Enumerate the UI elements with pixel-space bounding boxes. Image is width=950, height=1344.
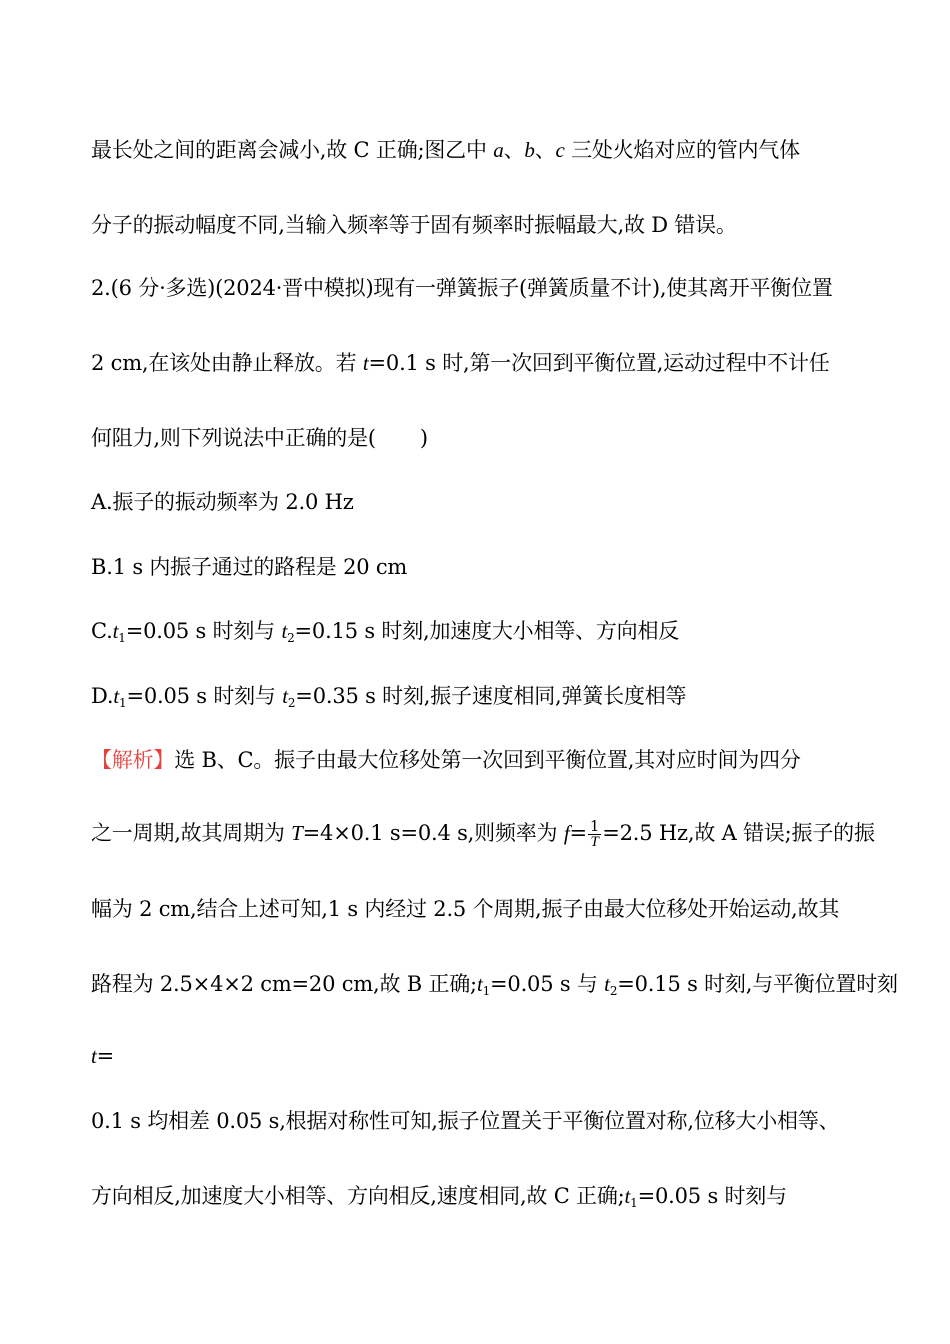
analysis-line-3: 幅为 2 cm,结合上述可知,1 s 内经过 2.5 个周期,振子由最大位移处开始运动,故其 — [91, 897, 840, 921]
analysis-line-1: 【解析】选 B、C。振子由最大位移处第一次回到平衡位置,其对应时间为四分 — [91, 748, 801, 772]
analysis-prev-line-2: 分子的振动幅度不同,当输入频率等于固有频率时振幅最大,故 D 错误。 — [91, 213, 737, 237]
analysis-line-2: 之一周期,故其周期为 T=4×0.1 s=0.4 s,则频率为 f= $\frac{1}{T}$ =2.5 Hz,故 A 错误;振子的振 — [91, 817, 875, 850]
analysis-line-5: t= — [91, 1044, 115, 1068]
analysis-prev-line-1: 最长处之间的距离会减小,故 C 正确;图乙中 a、b、c 三处火焰对应的管内气体 — [91, 138, 800, 162]
option-d: $D.t_1=0.05$ s 时刻与 $t_2=0.35$ s 时刻,振子速度相同,弹簧长度相等 — [91, 684, 687, 710]
option-c: $C.t_1=0.05$ s 时刻与 $t_2=0.15$ s 时刻,加速度大小相等、方向相反 — [91, 619, 680, 645]
analysis-line-4: 路程为 2.5×4×2 cm=20 cm,故 B 正确$;t_1=0.05$ s 与 $t_2=0.15$ s 时刻,与平衡位置时刻 — [91, 972, 898, 998]
analysis-line-7: 方向相反,加速度大小相等、方向相反,速度相同,故 C 正确$;t_1=0.05$ s 时刻与 — [91, 1184, 787, 1210]
option-b: B.1 s 内振子通过的路程是 20 cm — [91, 555, 408, 579]
question-stem-line-1: 2.(6 分·多选)(2024·晋中模拟)现有一弹簧振子(弹簧质量不计),使其离开平衡位置 — [91, 276, 833, 300]
option-a: A.振子的振动频率为 2.0 Hz — [91, 490, 354, 514]
question-stem-line-2: 2 cm,在该处由静止释放。若 t=0.1 s 时,第一次回到平衡位置,运动过程中不计任 — [91, 351, 830, 375]
analysis-tag: 【解析】 — [91, 748, 175, 772]
fraction-one-over-t: $\frac{1}{T}$ — [589, 817, 600, 850]
analysis-line-6: 0.1 s 均相差 0.05 s,根据对称性可知,振子位置关于平衡位置对称,位移大小相等、 — [91, 1109, 840, 1133]
question-stem-line-3: 何阻力,则下列说法中正确的是( ) — [91, 426, 428, 450]
